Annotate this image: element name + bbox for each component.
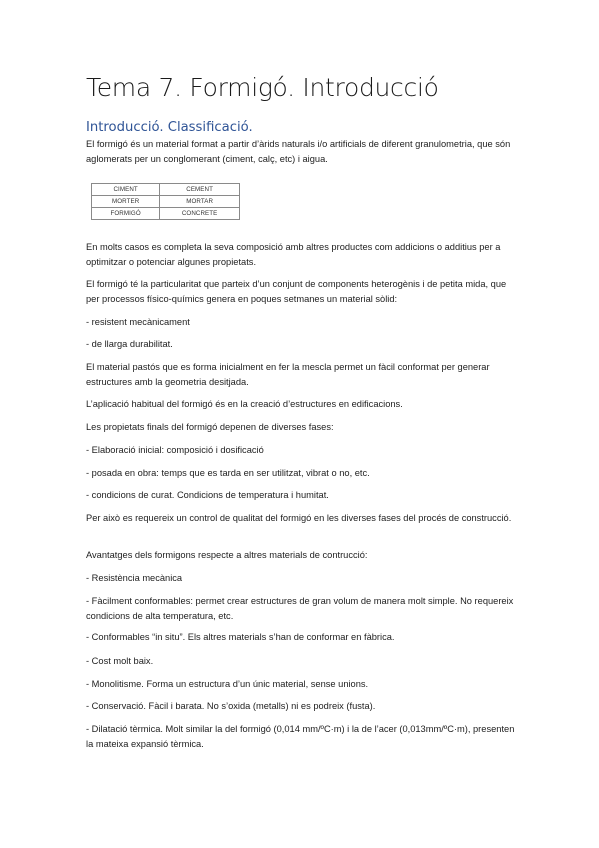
list-item: - Dilatació tèrmica. Molt similar la del formigó (0,014 mm/ºC·m) i la de l’acer (0,013mm/ºC·m), presenten la mateixa expansió tèrmica. — [86, 724, 515, 749]
paragraph-particularity: El formigó té la particularitat que parteix d’un conjunt de components heterogènis i de petita mida, que per processos físico-químics genera en poques setmanes un material sòlid: — [86, 279, 507, 304]
paragraph-advantages-intro: Avantatges dels formigons respecte a altres materials de contrucció: — [86, 550, 368, 560]
paragraph-paste: El material pastós que es forma inicialment en fer la mescla permet un fàcil conformat per generar estructures amb la geometria desitjada. — [86, 362, 490, 387]
list-item: - Monolitisme. Forma un estructura d’un únic material, sense unions. — [86, 679, 369, 689]
table-cell: MORTAR — [160, 196, 240, 208]
list-item: - Conformables “in situ”. Els altres materials s’han de conformar en fàbrica. — [86, 632, 395, 642]
list-item: - resistent mecànicament — [86, 317, 190, 327]
table-cell: FORMIGÓ — [92, 208, 160, 220]
list-item: - condicions de curat. Condicions de temperatura i humitat. — [86, 490, 329, 500]
list-item: - Resistència mecànica — [86, 573, 183, 583]
page-title: Tema 7. Formigó. Introducció — [86, 73, 439, 102]
table-row — [92, 184, 240, 196]
list-item: - Elaboració inicial: composició i dosificació — [86, 445, 264, 455]
paragraph-quality-control: Per això es requereix un control de qualitat del formigó en les diverses fases del procés de construcció. — [86, 513, 512, 523]
table-cell: MORTER — [92, 196, 160, 208]
table-row — [92, 208, 240, 220]
paragraph-definition: El formigó és un material format a partir d’àrids naturals i/o artificials de diferent granulometria, que són aglomerats per un conglomerant (ciment, calç, etc) i aigua. — [86, 139, 511, 164]
list-item: - Fàcilment conformables: permet crear estructures de gran volum de manera molt simple. No requereix condicions de alta temperatura, etc. — [86, 596, 514, 621]
table-cell: CEMENT — [160, 184, 240, 196]
list-item: - de llarga durabilitat. — [86, 339, 173, 349]
table-row — [92, 196, 240, 208]
table-cell: CONCRETE — [160, 208, 240, 220]
list-item: - Cost molt baix. — [86, 656, 154, 666]
table-cell: CIMENT — [92, 184, 160, 196]
section-heading: Introducció. Classificació. — [86, 120, 253, 135]
paragraph-additives: En molts casos es completa la seva composició amb altres productes com addicions o additius per a optimitzar o potenciar algunes propietats. — [86, 242, 501, 267]
paragraph-application: L’aplicació habitual del formigó és en la creació d’estructures en edificacions. — [86, 399, 403, 409]
list-item: - Conservació. Fàcil i barata. No s’oxida (metalls) ni es podreix (fusta). — [86, 701, 376, 711]
paragraph-phases-intro: Les propietats finals del formigó depenen de diverses fases: — [86, 422, 334, 432]
list-item: - posada en obra: temps que es tarda en ser utilitzat, vibrat o no, etc. — [86, 468, 370, 478]
material-equivalence-table — [91, 183, 240, 220]
